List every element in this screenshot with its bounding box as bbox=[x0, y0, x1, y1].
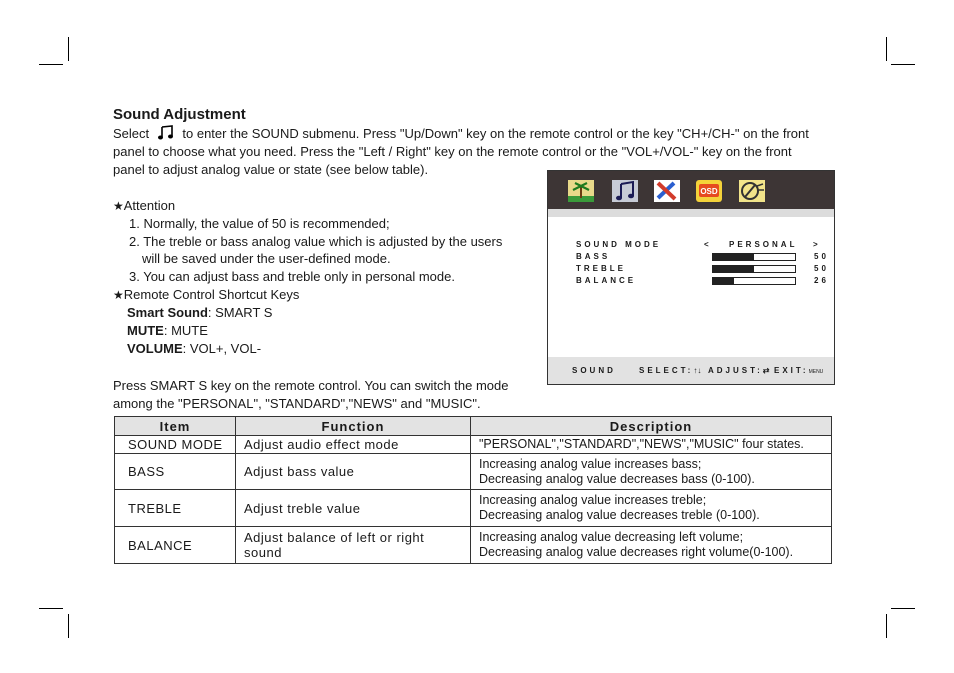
table-cell-item: BALANCE bbox=[115, 527, 236, 564]
osd-footer-exit-label: EXIT: bbox=[774, 366, 809, 375]
shortcut-key-value: : MUTE bbox=[163, 323, 208, 338]
table-header-description: Description bbox=[471, 417, 832, 436]
osd-icon-label: OSD bbox=[700, 187, 718, 196]
setup-icon[interactable] bbox=[654, 180, 680, 202]
osd-treble-label: TREBLE bbox=[576, 264, 626, 273]
attention-heading bbox=[113, 198, 175, 213]
crop-mark bbox=[891, 608, 915, 609]
attention-item-1: 1. Normally, the value of 50 is recommended; bbox=[129, 216, 390, 231]
crop-mark bbox=[891, 64, 915, 65]
press-line-1: Press SMART S key on the remote control. You can switch the mode bbox=[113, 378, 509, 393]
shortcut-smart-sound bbox=[127, 305, 272, 320]
osd-footer-adjust-label: ADJUST: bbox=[708, 366, 763, 375]
table-row bbox=[115, 454, 832, 490]
osd-bass-value: 50 bbox=[814, 252, 829, 261]
shortcut-mute bbox=[127, 323, 208, 338]
osd-balance-label: BALANCE bbox=[576, 276, 637, 285]
shortcut-key-label: VOLUME bbox=[127, 341, 183, 356]
osd-footer-adjust bbox=[708, 366, 769, 375]
crop-mark bbox=[39, 64, 63, 65]
star-icon: ★ bbox=[113, 199, 124, 213]
intro-select-text: Select bbox=[113, 126, 150, 141]
osd-arrow-right[interactable]: > bbox=[813, 240, 821, 249]
attention-item-2: 2. The treble or bass analog value which is adjusted by the users bbox=[129, 234, 503, 249]
table-row bbox=[115, 490, 832, 527]
shortcut-volume bbox=[127, 341, 261, 356]
osd-treble-value: 50 bbox=[814, 264, 829, 273]
osd-treble-slider[interactable] bbox=[712, 265, 796, 273]
table-row bbox=[115, 436, 832, 454]
shortcut-key-value: : SMART S bbox=[207, 305, 273, 320]
star-icon: ★ bbox=[113, 288, 124, 302]
intro-line-2: panel to choose what you need. Press the "Left / Right" key on the remote control or the "VOL+/VOL-" key on the front bbox=[113, 144, 792, 159]
osd-sound-mode-value: PERSONAL bbox=[729, 240, 798, 249]
table-cell-description bbox=[471, 490, 832, 527]
osd-icon[interactable] bbox=[696, 180, 722, 202]
slider-fill bbox=[713, 278, 734, 284]
table-cell-item: TREBLE bbox=[115, 490, 236, 527]
shortcut-heading bbox=[113, 287, 299, 302]
shortcut-title: Remote Control Shortcut Keys bbox=[123, 287, 300, 302]
crop-mark bbox=[886, 37, 887, 61]
description-line: Increasing analog value decreasing left volume; bbox=[479, 530, 744, 544]
sound-settings-table bbox=[114, 416, 832, 564]
osd-footer-exit bbox=[774, 366, 823, 375]
osd-bass-slider[interactable] bbox=[712, 253, 796, 261]
table-cell-description: "PERSONAL","STANDARD","NEWS","MUSIC" four states. bbox=[471, 436, 832, 454]
table-cell-function: Adjust audio effect mode bbox=[236, 436, 471, 454]
table-header-function: Function bbox=[236, 417, 471, 436]
description-line: Decreasing analog value decreases bass (0-100). bbox=[479, 471, 755, 486]
osd-balance-value: 26 bbox=[814, 276, 829, 285]
shortcut-key-label: Smart Sound bbox=[127, 305, 208, 320]
table-header-item: Item bbox=[115, 417, 236, 436]
satellite-icon[interactable] bbox=[739, 180, 765, 202]
crop-mark bbox=[39, 608, 63, 609]
table-cell-item: BASS bbox=[115, 454, 236, 490]
crop-mark bbox=[886, 614, 887, 638]
shortcut-key-value: : VOL+, VOL- bbox=[182, 341, 262, 356]
menu-key-icon: MENU bbox=[808, 369, 824, 375]
description-line: Decreasing analog value decreases right volume(0-100). bbox=[479, 545, 794, 559]
slider-fill bbox=[713, 266, 754, 272]
table-header-row bbox=[115, 417, 832, 436]
table-cell-description bbox=[471, 527, 832, 564]
crop-mark bbox=[68, 37, 69, 61]
sound-icon bbox=[157, 125, 175, 140]
crop-mark bbox=[68, 614, 69, 638]
attention-item-3: 3. You can adjust bass and treble only in personal mode. bbox=[129, 269, 455, 284]
intro-line-3: panel to adjust analog value or state (see below table). bbox=[113, 162, 429, 177]
table-cell-function: Adjust balance of left or right sound bbox=[236, 527, 471, 564]
table-cell-function: Adjust bass value bbox=[236, 454, 471, 490]
intro-line-1 bbox=[113, 125, 809, 143]
osd-footer-sound: SOUND bbox=[572, 366, 616, 375]
osd-sound-menu bbox=[547, 170, 835, 385]
attention-title: Attention bbox=[123, 198, 176, 213]
page-title: Sound Adjustment bbox=[113, 106, 246, 123]
left-right-arrows-icon: ⇄ bbox=[762, 366, 770, 375]
osd-balance-slider[interactable] bbox=[712, 277, 796, 285]
osd-sound-mode-label: SOUND MODE bbox=[576, 240, 662, 249]
description-line: Increasing analog value increases treble; bbox=[479, 493, 707, 507]
description-line: Decreasing analog value decreases treble (0-100). bbox=[479, 508, 760, 522]
up-down-arrows-icon: ↑↓ bbox=[693, 366, 702, 375]
osd-footer-select bbox=[639, 366, 701, 375]
osd-footer-select-label: SELECT: bbox=[639, 366, 694, 375]
slider-fill bbox=[713, 254, 754, 260]
sound-icon[interactable] bbox=[612, 180, 638, 202]
table-cell-function: Adjust treble value bbox=[236, 490, 471, 527]
description-line: Increasing analog value increases bass; bbox=[479, 456, 702, 471]
attention-item-2-cont: will be saved under the user-defined mode. bbox=[142, 251, 391, 266]
intro-line-1-text: to enter the SOUND submenu. Press "Up/Down" key on the remote control or the key "CH+/CH-" on the front bbox=[182, 126, 809, 141]
picture-icon bbox=[568, 180, 594, 202]
osd-bass-label: BASS bbox=[576, 252, 611, 261]
osd-arrow-left[interactable]: < bbox=[704, 240, 712, 249]
table-cell-item: SOUND MODE bbox=[115, 436, 236, 454]
table-row bbox=[115, 527, 832, 564]
shortcut-key-label: MUTE bbox=[127, 323, 164, 338]
osd-divider bbox=[548, 209, 834, 217]
table-cell-description bbox=[471, 454, 832, 490]
press-line-2: among the "PERSONAL", "STANDARD","NEWS" and "MUSIC". bbox=[113, 396, 481, 411]
